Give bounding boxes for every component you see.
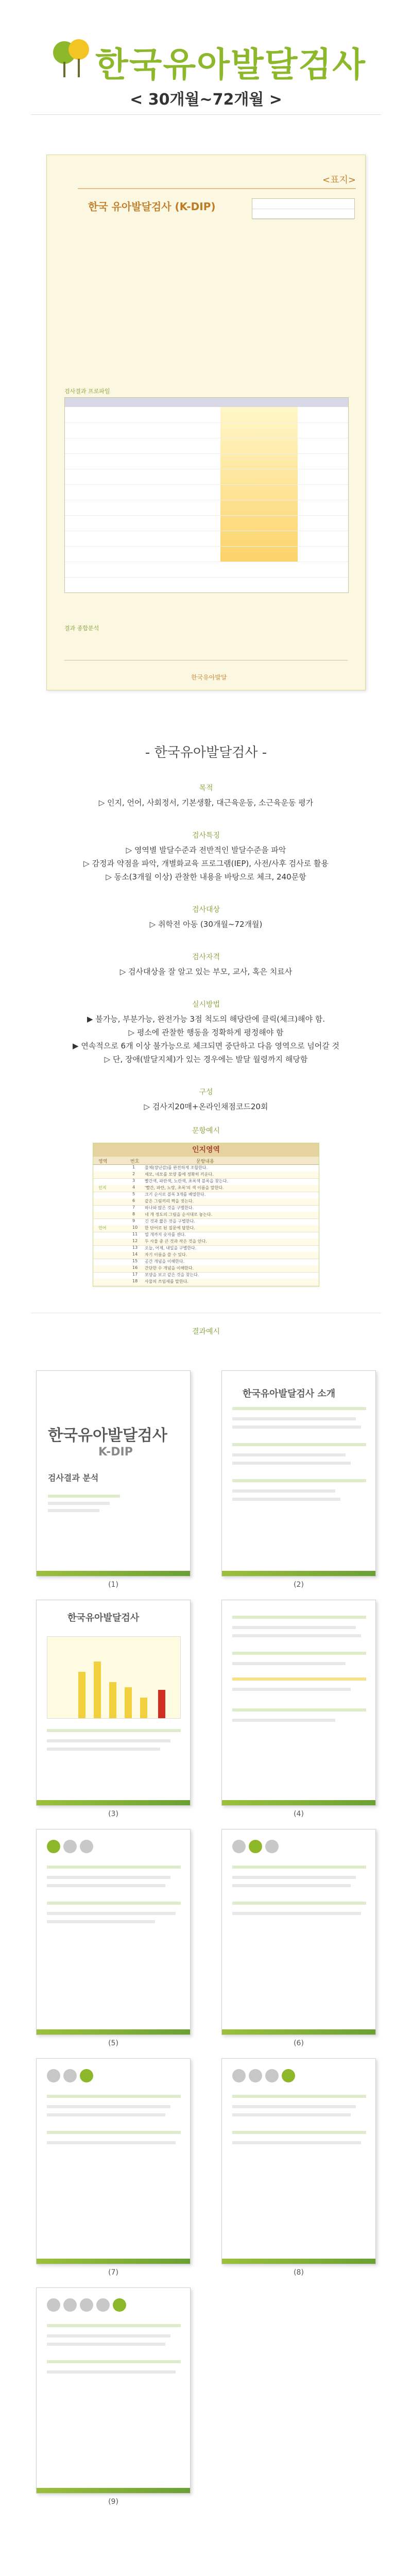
section-line: ▷ 영역별 발달수준과 전반적인 발달수준을 파악 (126, 845, 286, 855)
result-page-3 (36, 1600, 191, 1806)
row-text: 두 사물 중 큰 것과 작은 것을 안다. (145, 1239, 207, 1244)
row-domain: 인지 (98, 1185, 107, 1190)
column-header: 영역 (98, 1159, 108, 1164)
table-row (93, 1239, 319, 1246)
table-row (93, 1192, 319, 1199)
row-number: 8 (132, 1212, 135, 1216)
result-page-9 (36, 2287, 191, 2494)
result-page-2 (221, 1370, 376, 1577)
form-title: 한국 유아발달검사 (K-DIP) (88, 200, 216, 213)
table-row (93, 1205, 319, 1212)
profile-table-header (65, 398, 348, 407)
section-composition (0, 1079, 412, 1113)
domain-column-header-row (93, 1157, 319, 1165)
section-line: ▷ 단, 장애(발달지체)가 있는 경우에는 발달 월령까지 해당함 (104, 1055, 308, 1064)
domain-items-table (93, 1143, 319, 1287)
row-text: 공간 개념을 이해한다. (145, 1259, 185, 1264)
table-row (93, 1245, 319, 1252)
row-text: 빨간색, 파란색, 노란색, 초록색 블록을 찾는다. (145, 1179, 228, 1183)
section-line: ▷ 동소(3개월 이상) 관찰한 내용을 바탕으로 체크, 240문항 (106, 872, 306, 882)
section-label: 검사자격 (192, 953, 220, 961)
row-text: 하나와 많은 것을 구별한다. (145, 1206, 194, 1210)
page-title: 한국유아발달검사 소개 (243, 1388, 336, 1399)
section-line: ▷ 평소에 관찰한 행동을 정확하게 평정해야 함 (128, 1028, 284, 1037)
description-title: - 한국유아발달검사 - (145, 745, 267, 760)
section-line: ▷ 검사대상을 잘 알고 있는 부모, 교사, 혹은 치료사 (119, 967, 293, 976)
page-caption: (3) (108, 1810, 118, 1818)
page-caption: (8) (294, 2268, 304, 2277)
page-caption: (5) (108, 2039, 118, 2047)
section-line: ▷ 인지, 언어, 사회정서, 기본생활, 대근육운동, 소근육운동 평가 (98, 798, 314, 807)
section-line: ▷ 검사지20매+온라인채점코드20회 (144, 1102, 268, 1111)
table-row (93, 1232, 319, 1239)
page-caption: (2) (294, 1581, 304, 1589)
hero-title: 한국유아발달검사 (95, 45, 367, 84)
section-target (0, 897, 412, 931)
items-example-label: 문항예시 (192, 1127, 220, 1135)
table-row (93, 1259, 319, 1266)
row-number: 15 (132, 1259, 138, 1263)
section-label: 검사대상 (192, 906, 220, 914)
section-purpose (0, 775, 412, 809)
table-row (93, 1279, 319, 1286)
product-description (0, 742, 412, 1127)
hero-subtitle: < 30개월~72개월 > (130, 91, 282, 109)
result-page-5 (36, 1829, 191, 2035)
page-caption: (4) (294, 1810, 304, 1818)
page-subtitle: K-DIP (98, 1446, 133, 1459)
table-row (93, 1252, 319, 1259)
row-number: 5 (132, 1192, 135, 1196)
table-row (93, 1225, 319, 1232)
hero-header (0, 0, 412, 170)
row-text: 한 단어로 된 질문에 답한다. (145, 1226, 195, 1230)
page-title: 한국유아발달검사 (48, 1427, 167, 1445)
trees-logo-icon (49, 36, 95, 82)
row-number: 13 (132, 1245, 138, 1250)
row-text: 오늘, 어제, 내일을 구별한다. (145, 1246, 197, 1250)
section-label: 구성 (199, 1088, 213, 1096)
row-number: 6 (132, 1198, 135, 1203)
result-page-4 (221, 1600, 376, 1806)
page-extra: 검사결과 분석 (48, 1473, 99, 1483)
row-text: 자기 이름을 쓸 수 있다. (145, 1252, 187, 1257)
page-caption: (7) (108, 2268, 118, 2277)
form-profile-table (64, 397, 349, 593)
row-number: 10 (132, 1225, 138, 1230)
page-caption: (1) (108, 1581, 118, 1589)
row-text: 세모, 네모를 모양 틀에 정확히 끼운다. (145, 1172, 214, 1177)
row-number: 18 (132, 1279, 138, 1283)
row-number: 9 (132, 1218, 135, 1223)
row-number: 12 (132, 1239, 138, 1243)
divider (78, 188, 356, 189)
table-row (93, 1198, 319, 1206)
table-row (93, 1178, 319, 1185)
results-example-label: 결과예시 (192, 1328, 220, 1336)
form-cover-preview (46, 155, 366, 690)
row-number: 3 (132, 1178, 135, 1183)
row-text: 같은 그림끼리 짝을 짓는다. (145, 1199, 194, 1204)
table-row (93, 1272, 319, 1279)
table-row (93, 1185, 319, 1192)
row-text: 물체(장난감)를 완전하게 조합한다. (145, 1165, 208, 1170)
row-text: 네 개 정도의 그림을 순서대로 놓는다. (145, 1212, 213, 1217)
row-number: 17 (132, 1272, 138, 1277)
section-method (0, 992, 412, 1066)
column-header: 문항내용 (196, 1159, 214, 1164)
form-profile-heading: 검사결과 프로파일 (64, 388, 110, 395)
table-row (93, 1218, 319, 1226)
section-qualification (0, 944, 412, 978)
result-page-1 (36, 1370, 191, 1577)
section-label: 검사특징 (192, 832, 220, 840)
row-number: 2 (132, 1172, 135, 1176)
table-row (93, 1172, 319, 1179)
form-summary-heading: 결과 종합분석 (64, 625, 99, 632)
form-tag: <표지> (322, 175, 356, 185)
table-row (93, 1265, 319, 1273)
row-text: 사물의 쓰임새를 말한다. (145, 1279, 188, 1284)
row-text: '빨간, 파란, 노랑, 초록'의 색 이름을 말한다. (145, 1185, 224, 1190)
result-page-6 (221, 1829, 376, 2035)
table-row (93, 1165, 319, 1172)
result-page-8 (221, 2058, 376, 2264)
row-text: 모양을 보고 같은 것을 찾는다. (145, 1273, 199, 1277)
column-header: 번호 (130, 1159, 140, 1164)
section-line: ▶ 연속적으로 6개 이상 불가능으로 체크되면 중단하고 다음 영역으로 넘어갈 것 (73, 1041, 339, 1050)
page-caption: (9) (108, 2498, 118, 2506)
page-caption: (6) (294, 2039, 304, 2047)
row-text: 긴 것과 짧은 것을 구별한다. (145, 1219, 195, 1224)
section-line: ▷ 감정과 약점을 파악, 개별화교육 프로그램(IEP), 사전/사후 검사로 활용 (83, 859, 329, 868)
domain-table-header: 인지영역 (93, 1143, 319, 1157)
form-info-box (252, 198, 355, 219)
section-line: ▷ 취학전 아동 (30개월~72개월) (149, 920, 263, 929)
row-text: 열 개까지 숫자를 센다. (145, 1232, 186, 1237)
row-text: 간단한 수 개념을 이해한다. (145, 1266, 194, 1270)
row-number: 16 (132, 1265, 138, 1270)
row-domain: 언어 (98, 1226, 107, 1230)
row-number: 7 (132, 1205, 135, 1210)
page-title: 한국유아발달검사 (67, 1613, 140, 1623)
section-line: ▶ 불가능, 부분가능, 완전가능 3점 척도의 해당란에 클릭(체크)해야 함. (87, 1014, 325, 1024)
row-number: 14 (132, 1252, 138, 1257)
divider (31, 114, 381, 115)
table-row (93, 1212, 319, 1219)
section-features (0, 823, 412, 884)
row-number: 11 (132, 1232, 138, 1236)
result-chart (47, 1636, 181, 1719)
row-text: 크기 순서로 블록 3개를 배열한다. (145, 1192, 206, 1197)
row-number: 4 (132, 1185, 135, 1190)
row-number: 1 (132, 1165, 135, 1170)
section-label: 목적 (199, 784, 213, 792)
form-footer-logo: 한국유아발달 (191, 674, 227, 681)
section-label: 실시방법 (192, 1001, 220, 1009)
result-page-7 (36, 2058, 191, 2264)
